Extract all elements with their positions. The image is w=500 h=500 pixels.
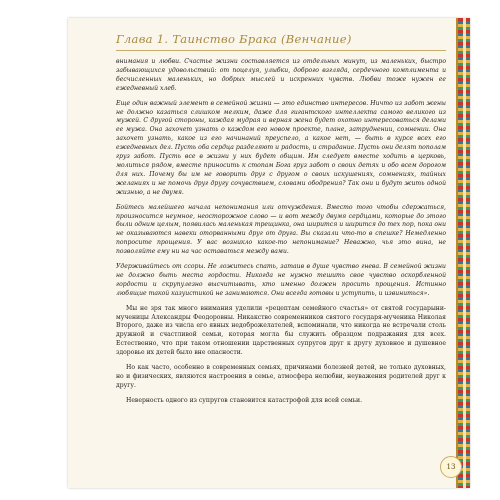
ornamental-border-inner [463,18,466,488]
paragraph-3: Бойтесь малейшего начала непонимания или отчуждения. Вместо того чтобы сдержаться, произносится неумное, неосторожное слово — и вот между двумя сердцами, которые до этого были одним целым, появилась маленькая трещинка, она ширится и ширится до тех пор, пока они не оказываются навеки оторванными друг от друга. Вы сказали что-то в спешке? Немедленно попросите прощения. У вас возникло какое-то непонимание? Неважно, чья это вина, не позволяйте ему ни на час оставаться между вами. [116,203,446,256]
paragraph-7: Неверность одного из супругов становится катастрофой для всей семьи. [126,396,363,404]
page-number: 13 [440,456,462,478]
ornamental-border [456,18,470,488]
paragraph-1: внимания и любви. Счастье жизни составляется из отдельных минут, из маленьких, быстро забывающихся удовольствий: от поцелуя, улыбки, доброго взгляда, сердечного комплимента и бесчисленных маленьких, но добрых мыслей и искренних чувств. Любви тоже нужен ее ежедневный хлеб. [116,58,446,92]
chapter-title: Глава 1. Таинство Брака (Венчание) [116,32,352,46]
paragraph-2: Еще один важный элемент в семейной жизни — это единство интересов. Ничто из забот жены не должно казаться слишком мелким, даже для гигантского интеллекта самого великого из мужей. С другой стороны, каждая мудрая и верная жена будет охотно интересоваться делами ее мужа. Она захочет узнать о каждом его новом проекте, плане, затруднении, сомнении. Она захочет узнать, какое из его начинаний преуспело, а какое нет, — быть в курсе всех его ежедневных дел. Пусть оба сердца разделяют и радость, и страдание. Пусть они делят пополам груз забот. Пусть все в жизни у них будет общим. Им следует вместе ходить в церковь, молиться рядом, вместе приносить к стопам Бога груз забот о своих детях и обо всем дорогом для них. Почему бы им не говорить друг с другом о своих искушениях, сомнениях, тайных желаниях и не помочь друг другу сочувствием, словами ободрения? Так они и будут жить одной жизнью, а не двумя. [116,99,446,196]
paragraph-4: Удерживайтесь от ссоры. Не ложитесь спать, затаив в душе чувство гнева. В семейной жизни не должно быть места гордости. Никогда не нужно тешить свое чувство оскорбленной гордости и скрупулезно высчитывать, кто именно должен просить прощения. Истинно любящие такой казуистикой не занимаются. Они всегда готовы и уступить, и извиниться». [116,263,446,297]
page-body [116,58,446,412]
paragraph-5: Мы не зря так много внимания уделили «рецептам семейного счастья» от святой государыни-мученицы Александры Феодоровны. Никакство современников святого государя-мученика Николая Второго, даже из числа его явных недоброжелателей, вспоминали, что никогда не встречали столь дружной и счастливой семьи, которая могла бы служить образцом подражания для всех. Естественно, что при таком отношении царственных супругов друг к другу духовное и душевное здоровье их детей было вне опасности. [116,304,446,357]
book-page [68,18,470,488]
title-divider [116,50,446,51]
paragraph-6: Но как часто, особенно в современных семьях, причинами болезней детей, не только духовных, но и физических, являются настроения в семье, атмосфера нелюбви, неуважения родителей друг к другу. [116,364,446,389]
